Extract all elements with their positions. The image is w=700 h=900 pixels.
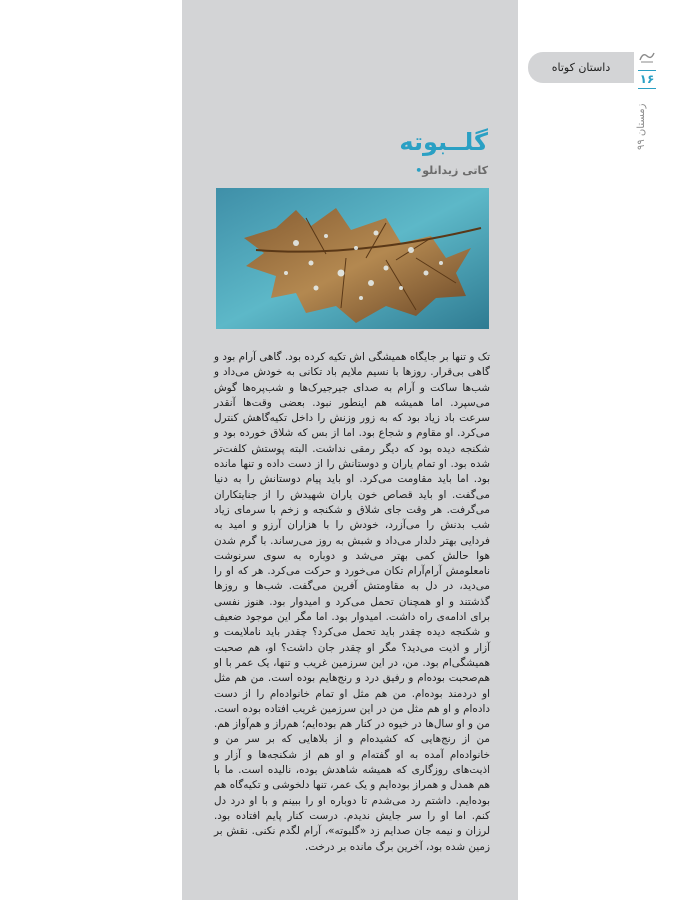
rail-divider-top	[638, 70, 656, 71]
article-body-paragraph: تک و تنها بر جایگاه همیشگی اش تکیه کرده بود. گاهی آرام بود و گاهی بی‌قرار. روزها با نسیم ملایم باد تکانی به خودش می‌داد و شب‌ها ساکت و آرام به صدای جیرجیرک‌ها و شب‌پره‌ها گوش می‌سپرد. اما همیشه هم اینطور نبود. بعضی وقت‌ها آنقدر سرعت باد زیاد بود که به زور وزنش را داخل تکیه‌گاهش کنترل می‌کرد. او مقاوم و شجاع بود. اما از بس که شلاق خورده بود و شکنجه دیده بود که دیگر رمقی نداشت. البته پوستش کلفت‌تر شده بود. او تمام یاران و دوستانش را از دست داده و تنها مانده بود. اما باید مقاومت می‌کرد. او باید پیام دوستانش را به دنیا می‌گفت. او باید قصاص خون یاران شهیدش را از جنایتکاران می‌گرفت. هر وقت جای شلاق و شکنجه و زخم با سرمای زیاد شب بدنش را می‌آزرد، خودش را با هزاران آرزو و امید به فردایی بهتر دلدار می‌داد و شبش به روز می‌رساند. با گرم شدن هوا حالش کمی بهتر می‌شد و دوباره به سوی سرنوشت نامعلومش آرام‌آرام تکان می‌خورد و حرکت می‌کرد. هر که او را می‌دید، در دل به مقاومتش آفرین می‌گفت. شب‌ها و روزها گذشتند و او همچنان تحمل می‌کرد و امیدوار بود. هنوز نفسی برای ادامه‌ی راه داشت. امیدوار بود. اما مگر این موجود ضعیف و شکنجه دیده چقدر باید تحمل می‌کرد؟ چقدر باید ناملایمت و آزار و اذیت می‌دید؟ مگر او چقدر جان داشت؟ او، هم صحبت همیشگی‌ام بود. من، در این سرزمین غریب و تنها، یک عمر با او هم‌صحبت بوده‌ام و رفیق درد و رنج‌هایم بوده است. من هم مثل او دردمند بوده‌ام. من هم مثل او تمام خانواده‌ام را از دست داده‌ام و او هم مثل من در این سرزمین غریب افتاده بوده است. من و او سال‌ها در خیوه در کنار هم بوده‌ایم؛ هم‌راز و هم‌آواز هم. من از رنج‌هایی که کشیده‌ام و از بلاهایی که بر سر من و خانواده‌ام آمده به او گفته‌ام و او هم از شکنجه‌ها و آزار و اذیت‌های روزگاری که همیشه شاهدش بوده، نالیده است. ما با هم همدل و همراز بوده‌ایم و یک عمر، تنها دلخوشی و تکیه‌گاه هم بوده‌ایم. داشتم رد می‌شدم تا دوباره او را ببینم و با او درد دل کنم. اما او را سر جایش ندیدم. درست کنار پایم افتاده بود. لرزان و نیمه جان صدایم زد «گلبوته»، آرام لگدم نکنی. نقش بر زمین شده بود، آخرین برگ مانده بر درخت.	[214, 351, 490, 853]
author-bullet-icon: •	[415, 164, 423, 177]
author-name: کاتی زیدانلو	[422, 164, 488, 177]
page-rail	[636, 48, 658, 158]
article-author	[330, 164, 488, 177]
article-photo	[216, 188, 489, 329]
rail-divider-bottom	[638, 88, 656, 89]
autumn-leaf-illustration	[216, 188, 489, 329]
article-title: گلــبوته	[399, 128, 488, 156]
page-number: ۱۶	[639, 72, 655, 86]
section-label: داستان کوتاه	[528, 52, 634, 83]
article-body	[214, 350, 490, 853]
issue-label: زمستان ۹۹	[636, 103, 647, 151]
magazine-logo-icon	[638, 50, 656, 64]
